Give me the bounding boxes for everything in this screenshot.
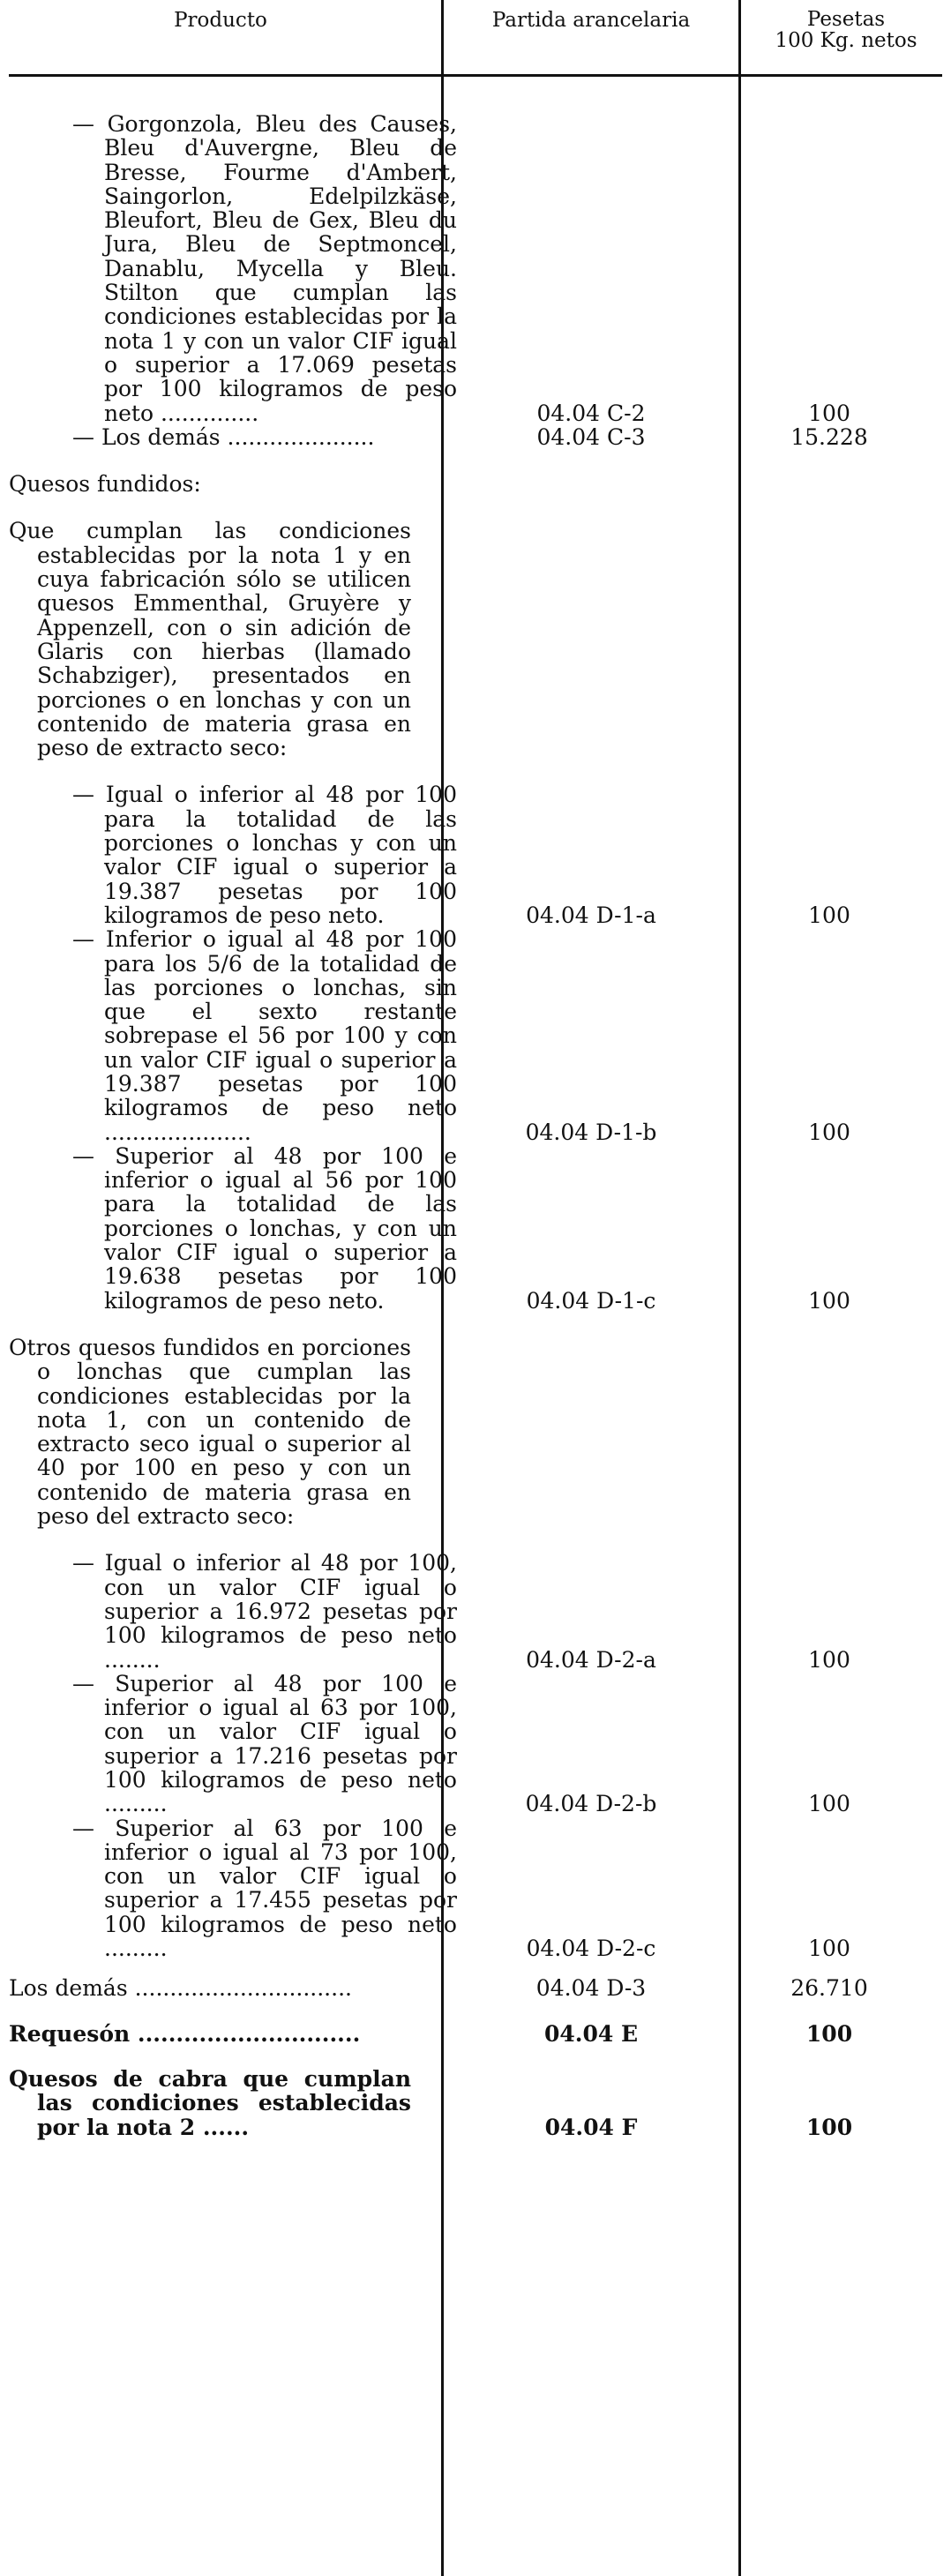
product-description: — Inferior o igual al 48 por 100 para los 5/6 de la totalidad de las porciones o lonchas, sin que el sexto restante sobrepase el 56 por 100 y con un valor CIF igual o superior a 19.387 pesetas por 100 kilogramos de peso neto ..................... xyxy=(72,926,457,1145)
product-description: Quesos de cabra que cumplan las condiciones establecidas por la nota 2 ...... xyxy=(9,2065,411,2140)
pesetas-value xyxy=(741,1936,917,1960)
pesetas-value-text: 100 xyxy=(808,1119,850,1145)
product-description: — Superior al 63 por 100 e inferior o igual al 73 por 100, con un valor CIF igual o superior a 17.455 pesetas por 100 kilogramos de peso neto ......... xyxy=(72,1815,457,1962)
header-pesetas-line2: 100 Kg. netos xyxy=(775,29,917,52)
tariff-code: 04.04 D-3 xyxy=(535,1975,647,2002)
pesetas-value-text: 100 xyxy=(808,902,850,928)
pesetas-value-text: 100 xyxy=(808,1936,850,1962)
tariff-code: 04.04 E xyxy=(543,2020,639,2047)
table-row xyxy=(0,519,951,760)
pesetas-value xyxy=(741,1504,917,1528)
product-description: Otros quesos fundidos en porciones o lonchas que cumplan las condiciones establecidas por la nota 1, con un contenido de extracto seco igual o superior al 40 por 100 en peso y con un contenido de materia grasa en peso del extracto seco: xyxy=(9,1334,411,1530)
product-description: Requesón ............................. xyxy=(9,2020,361,2047)
pesetas-value xyxy=(741,1289,917,1313)
table-row xyxy=(0,1144,951,1313)
product-description: — Superior al 48 por 100 e inferior o igual al 63 por 100, con un valor CIF igual o superior a 17.216 pesetas por 100 kilogramos de peso neto ......... xyxy=(72,1670,457,1817)
pesetas-value-text: 100 xyxy=(808,1646,850,1673)
pesetas-value xyxy=(741,472,917,496)
pesetas-value xyxy=(741,1792,917,1816)
table-row xyxy=(0,927,951,1144)
header-producto: Producto xyxy=(174,9,267,32)
pesetas-value-text: 100 xyxy=(808,1791,850,1817)
header-pesetas-line1: Pesetas xyxy=(806,8,886,31)
table-row xyxy=(0,783,951,927)
pesetas-value xyxy=(741,2115,917,2139)
pesetas-value-text: 100 xyxy=(808,1287,850,1314)
table-row xyxy=(0,2067,951,2139)
pesetas-value xyxy=(741,401,917,425)
table-row xyxy=(0,2022,951,2046)
pesetas-value-text: 100 xyxy=(805,2114,853,2140)
pesetas-value xyxy=(741,736,917,760)
tariff-code: 04.04 D-2-b xyxy=(525,1791,657,1817)
pesetas-value xyxy=(741,2022,917,2046)
tariff-code: 04.04 C-2 xyxy=(536,400,646,426)
pesetas-value xyxy=(741,903,917,927)
tariff-code: 04.04 D-2-a xyxy=(526,1646,656,1673)
table-row xyxy=(0,472,951,496)
tariff-code: 04.04 D-2-c xyxy=(526,1936,656,1962)
product-description: Quesos fundidos: xyxy=(9,471,201,498)
tariff-code: 04.04 D-1-a xyxy=(526,902,656,928)
pesetas-value-text: 100 xyxy=(808,400,850,426)
product-description: — Los demás ..................... xyxy=(72,423,375,450)
tariff-code: 04.04 D-1-c xyxy=(526,1287,656,1314)
pesetas-value-text: 15.228 xyxy=(790,423,868,450)
product-description: — Igual o inferior al 48 por 100, con un valor CIF igual o superior a 16.972 pesetas por 100 kilogramos de peso neto ........ xyxy=(72,1550,457,1673)
product-description: Los demás ............................... xyxy=(9,1975,352,2002)
product-description: Que cumplan las condiciones establecidas por la nota 1 y en cuya fabricación sólo se utilicen quesos Emmenthal, Gruyère y Appenzell, con o sin adición de Glaris con hierbas (llamado Schabziger), presentados en porciones o en lonchas y con un contenido de materia grasa en peso de extracto seco: xyxy=(9,518,411,761)
pesetas-value xyxy=(741,1120,917,1144)
table-row xyxy=(0,1976,951,2000)
tariff-code: 04.04 D-1-b xyxy=(525,1119,657,1145)
table-row xyxy=(0,1816,951,1961)
pesetas-value xyxy=(741,425,917,449)
table-row xyxy=(0,112,951,425)
header-pesetas xyxy=(741,9,951,51)
table-row xyxy=(0,1336,951,1528)
pesetas-value xyxy=(741,1648,917,1672)
table-row xyxy=(0,1672,951,1816)
table-row xyxy=(0,1551,951,1671)
pesetas-value xyxy=(741,1976,917,2000)
tariff-code: 04.04 F xyxy=(544,2114,638,2140)
product-description: — Igual o inferior al 48 por 100 para la totalidad de las porciones o lonchas y con un valor CIF igual o superior a 19.387 pesetas por 100 kilogramos de peso neto. xyxy=(72,782,457,928)
header-partida: Partida arancelaria xyxy=(491,9,691,32)
product-description: — Superior al 48 por 100 e inferior o igual al 56 por 100 para la totalidad de las porciones o lonchas, y con un valor CIF igual o superior a 19.638 pesetas por 100 kilogramos de peso neto. xyxy=(72,1142,457,1314)
tariff-code: 04.04 C-3 xyxy=(536,423,646,450)
tariff-rows xyxy=(0,77,951,2139)
pesetas-value-text: 26.710 xyxy=(790,1975,868,2002)
table-row xyxy=(0,425,951,449)
pesetas-value-text: 100 xyxy=(805,2020,853,2047)
product-description: — Gorgonzola, Bleu des Causes, Bleu d'Auvergne, Bleu de Bresse, Fourme d'Ambert, Saingorlon, Edelpilzkäse, Bleufort, Bleu de Gex, Bleu du Jura, Bleu de Septmoncel, Danablu, Mycella y Bleu. Stilton que cumplan las condiciones establecidas por la nota 1 y con un valor CIF igual o superior a 17.069 pesetas por 100 kilogramos de peso neto .............. xyxy=(72,111,457,426)
